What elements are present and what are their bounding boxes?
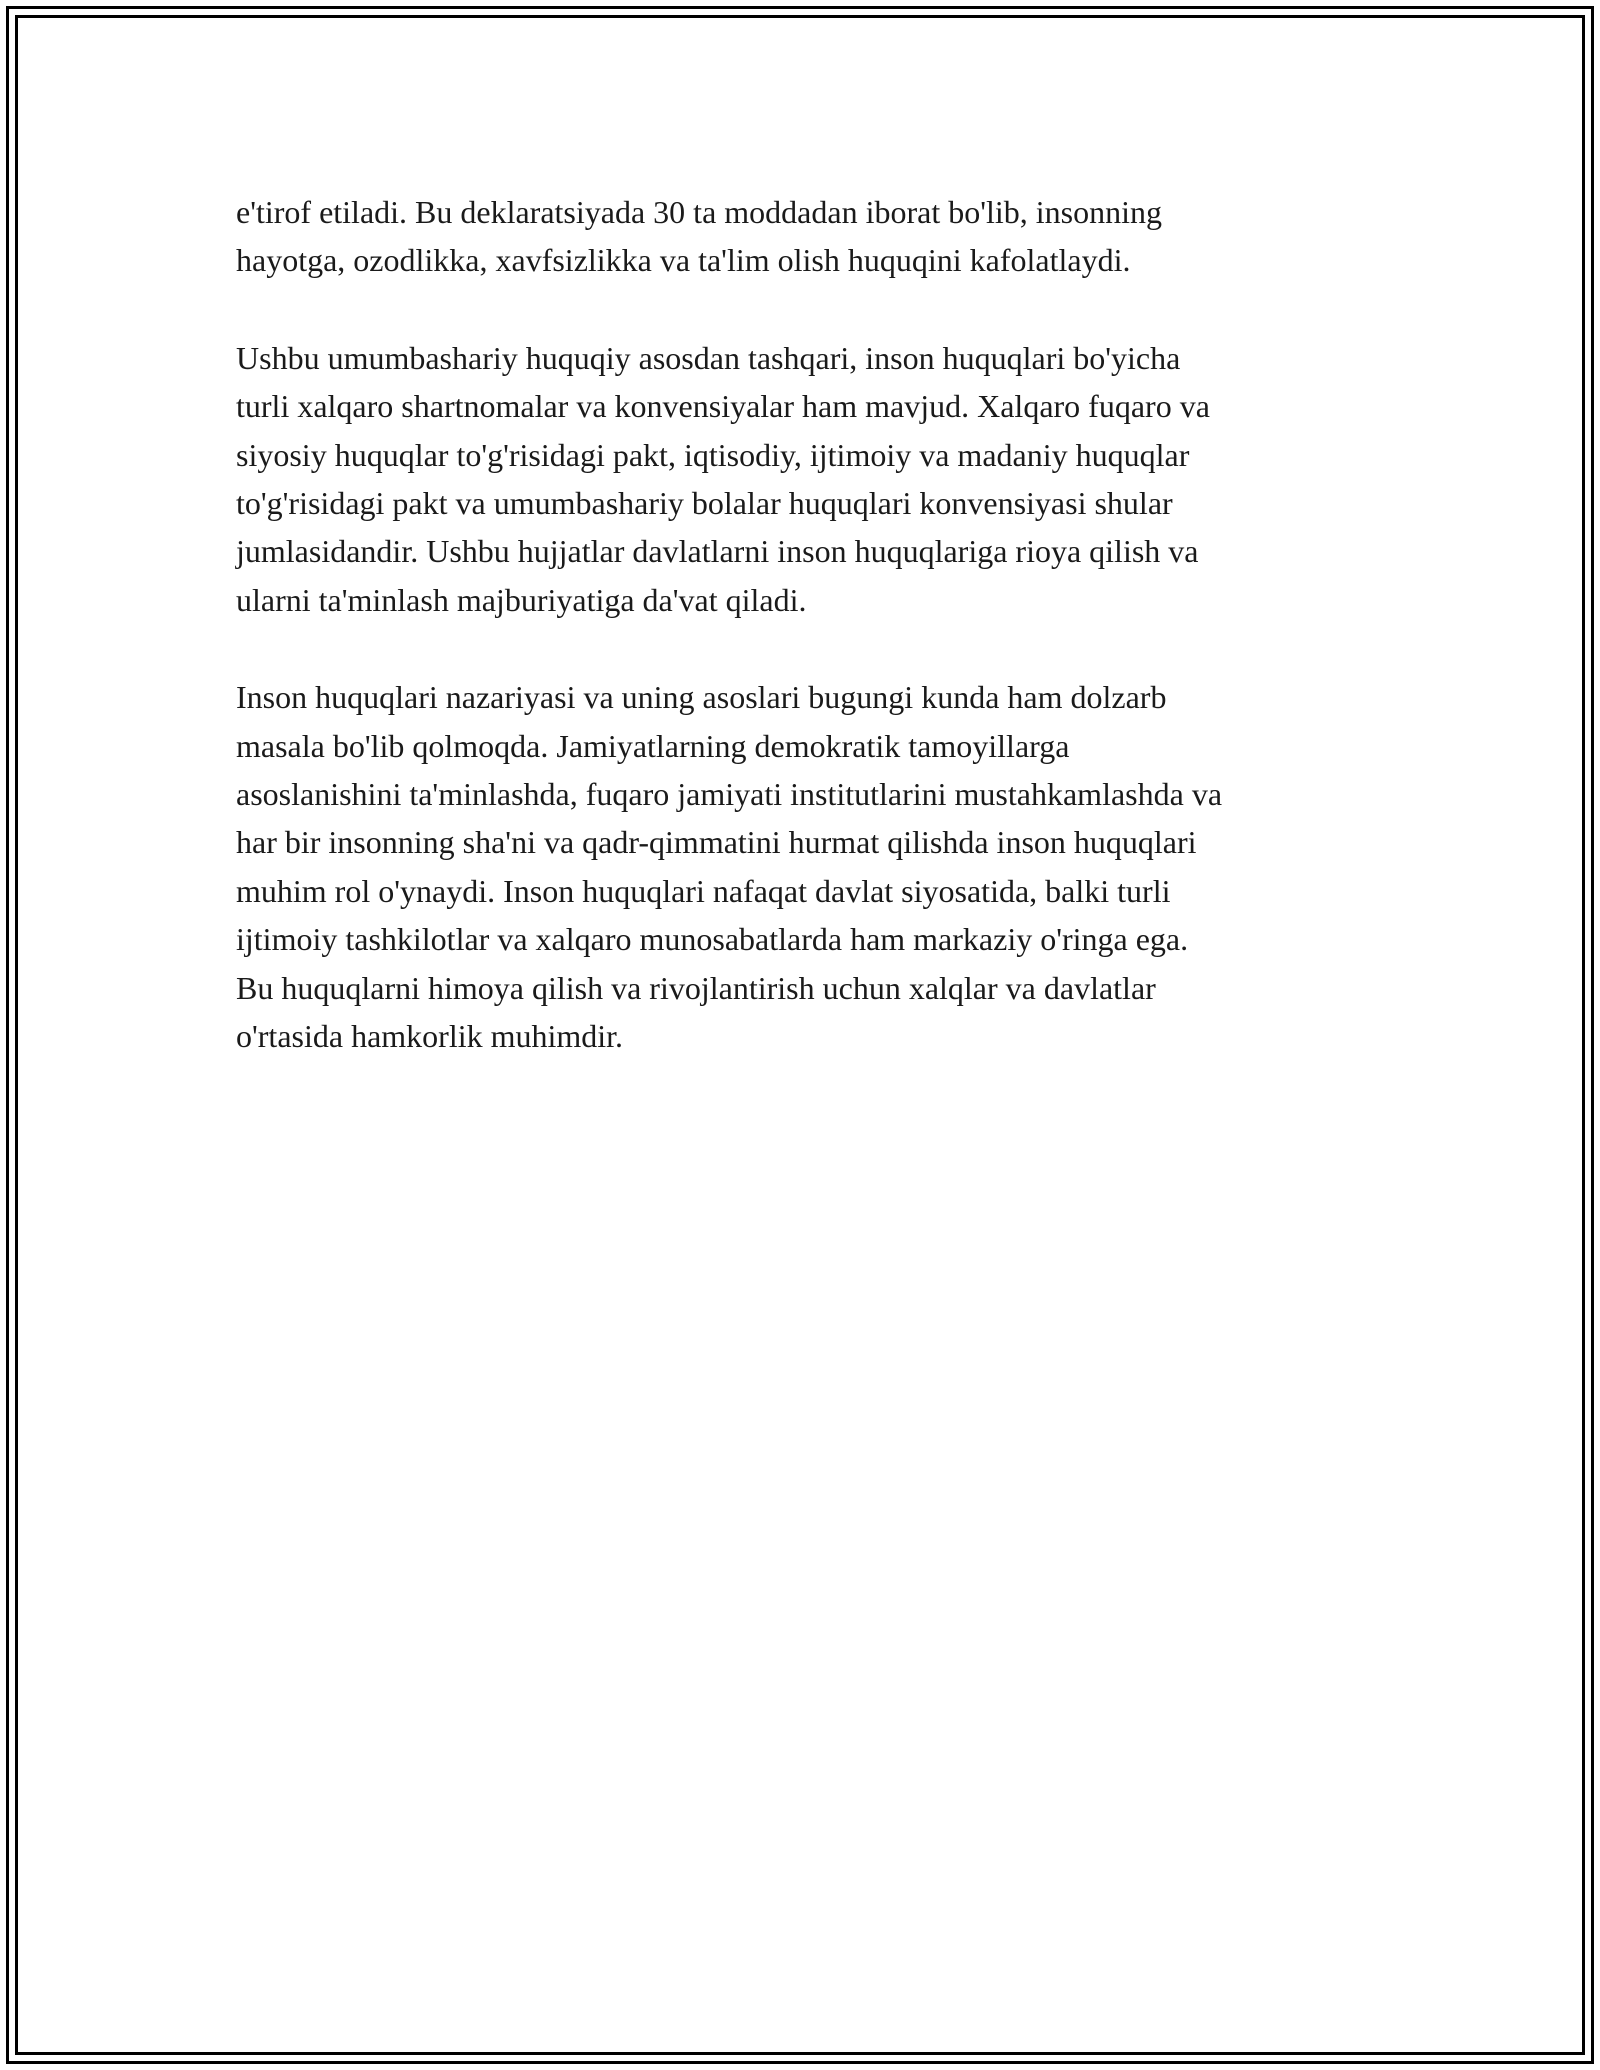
paragraph-2: Ushbu umumbashariy huquqiy asosdan tashqari, inson huquqlari bo'yicha turli xalqaro shartnomalar va konvensiyalar ham mavjud. Xalqaro fuqaro va siyosiy huquqlar to'g'risidagi pakt, iqtisodiy, ijtimoiy va madaniy huquqlar to'g'risidagi pakt va umumbashariy bolalar huquqlari konvensiyasi shular jumlasidandir. Ushbu hujjatlar davlatlarni inson huquqlariga rioya qilish va ularni ta'minlash majburiyatiga da'vat qiladi. bbox=[236, 339, 1210, 618]
paragraph-3: Inson huquqlari nazariyasi va uning asoslari bugungi kunda ham dolzarb masala bo'lib qolmoqda. Jamiyatlarning demokratik tamoyillarga asoslanishini ta'minlashda, fuqaro jamiyati institutlarini mustahkamlashda va har bir insonning sha'ni va qadr-qimmatini hurmat qilishda inson huquqlari muhim rol o'ynaydi. Inson huquqlari nafaqat davlat siyosatida, balki turli ijtimoiy tashkilotlar va xalqaro munosabatlarda ham markaziy o'ringa ega. Bu huquqlarni himoya qilish va rivojlantirish uchun xalqlar va davlatlar o'rtasida hamkorlik muhimdir. bbox=[236, 679, 1223, 1055]
paragraph-1: e'tirof etiladi. Bu deklaratsiyada 30 ta moddadan iborat bo'lib, insonning hayotga, ozodlikka, xavfsizlikka va ta'lim olish huquqini kafolatlaydi. bbox=[236, 194, 1162, 279]
document-body bbox=[236, 188, 1386, 1110]
